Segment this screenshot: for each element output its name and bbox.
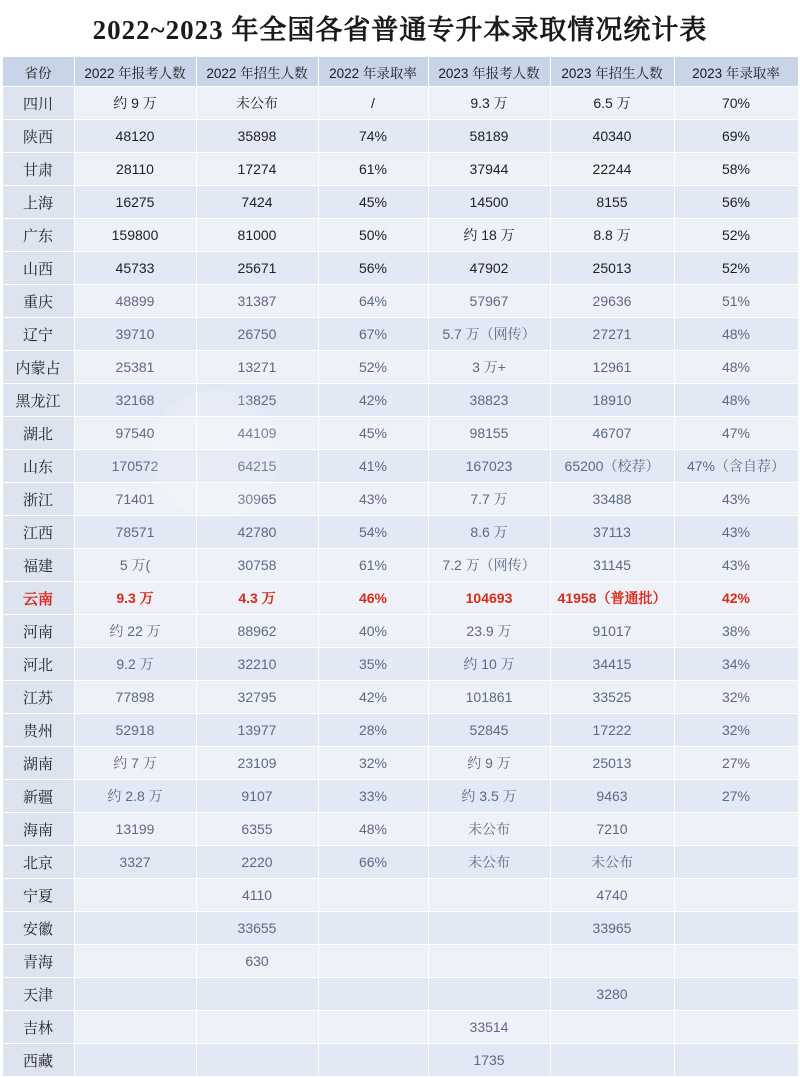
cell-value: 25013 — [550, 252, 674, 285]
cell-value: 13977 — [196, 714, 318, 747]
cell-value: 13199 — [74, 813, 196, 846]
cell-value: 91017 — [550, 615, 674, 648]
cell-province: 黑龙江 — [2, 384, 74, 417]
cell-value: 28% — [318, 714, 428, 747]
cell-value: 1735 — [428, 1044, 550, 1077]
table-row — [2, 582, 798, 615]
column-header-2022-applicants: 2022 年报考人数 — [74, 57, 196, 87]
cell-value: 45733 — [74, 252, 196, 285]
cell-value: 48% — [674, 351, 798, 384]
cell-value: 42780 — [196, 516, 318, 549]
cell-value: 约 9 万 — [74, 87, 196, 120]
cell-value: 41958（普通批） — [550, 582, 674, 615]
cell-value: 104693 — [428, 582, 550, 615]
cell-value: 7424 — [196, 186, 318, 219]
cell-province: 辽宁 — [2, 318, 74, 351]
cell-value: 52% — [674, 219, 798, 252]
cell-value: 16275 — [74, 186, 196, 219]
table-row — [2, 318, 798, 351]
cell-province: 新疆 — [2, 780, 74, 813]
cell-value: 3 万+ — [428, 351, 550, 384]
cell-value: 33525 — [550, 681, 674, 714]
cell-value: 48% — [674, 318, 798, 351]
cell-province: 甘肃 — [2, 153, 74, 186]
table-row — [2, 87, 798, 120]
cell-value: 45% — [318, 186, 428, 219]
cell-value: 33488 — [550, 483, 674, 516]
table-row — [2, 780, 798, 813]
cell-value: 32168 — [74, 384, 196, 417]
cell-value: 35% — [318, 648, 428, 681]
cell-value: 7210 — [550, 813, 674, 846]
cell-value: 未公布 — [550, 846, 674, 879]
cell-province: 上海 — [2, 186, 74, 219]
cell-province: 西藏 — [2, 1044, 74, 1077]
cell-value: 未公布 — [428, 846, 550, 879]
cell-value: 13271 — [196, 351, 318, 384]
cell-value: 22244 — [550, 153, 674, 186]
cell-value: 13825 — [196, 384, 318, 417]
cell-value: 30758 — [196, 549, 318, 582]
cell-value — [74, 879, 196, 912]
cell-value: 约 10 万 — [428, 648, 550, 681]
cell-value: 33514 — [428, 1011, 550, 1044]
cell-value: 未公布 — [196, 87, 318, 120]
cell-value: 61% — [318, 153, 428, 186]
column-header-2023-applicants: 2023 年报考人数 — [428, 57, 550, 87]
cell-value: 约 22 万 — [74, 615, 196, 648]
cell-value: 32795 — [196, 681, 318, 714]
cell-value — [318, 879, 428, 912]
cell-value: 47902 — [428, 252, 550, 285]
cell-value — [550, 1011, 674, 1044]
cell-value: 43% — [318, 483, 428, 516]
cell-value: 42% — [674, 582, 798, 615]
cell-value: 9.3 万 — [428, 87, 550, 120]
column-header-province: 省份 — [2, 57, 74, 87]
cell-value: 33% — [318, 780, 428, 813]
column-header-2023-rate: 2023 年录取率 — [674, 57, 798, 87]
cell-value: 约 2.8 万 — [74, 780, 196, 813]
cell-value: 29636 — [550, 285, 674, 318]
column-header-2022-admissions: 2022 年招生人数 — [196, 57, 318, 87]
cell-value: 65200（校荐） — [550, 450, 674, 483]
cell-value — [428, 978, 550, 1011]
cell-value: 41% — [318, 450, 428, 483]
cell-value: 78571 — [74, 516, 196, 549]
column-header-2023-admissions: 2023 年招生人数 — [550, 57, 674, 87]
cell-value — [318, 912, 428, 945]
cell-value: 43% — [674, 483, 798, 516]
cell-province: 广东 — [2, 219, 74, 252]
cell-value: 43% — [674, 549, 798, 582]
table-row — [2, 285, 798, 318]
table-row — [2, 153, 798, 186]
table-row — [2, 978, 798, 1011]
cell-value — [674, 912, 798, 945]
cell-province: 江西 — [2, 516, 74, 549]
table-header — [2, 57, 798, 87]
cell-value: 未公布 — [428, 813, 550, 846]
cell-value: 7.2 万（网传） — [428, 549, 550, 582]
cell-province: 湖北 — [2, 417, 74, 450]
cell-value — [74, 912, 196, 945]
enrollment-table — [2, 56, 799, 1077]
cell-value: 98155 — [428, 417, 550, 450]
cell-value: 37944 — [428, 153, 550, 186]
cell-value: 38823 — [428, 384, 550, 417]
cell-province: 内蒙占 — [2, 351, 74, 384]
table-row — [2, 648, 798, 681]
cell-value: 5 万( — [74, 549, 196, 582]
cell-value: 32210 — [196, 648, 318, 681]
cell-value: 167023 — [428, 450, 550, 483]
page-title: 2022~2023 年全国各省普通专升本录取情况统计表 — [92, 15, 708, 45]
cell-value: 17222 — [550, 714, 674, 747]
cell-value: 66% — [318, 846, 428, 879]
cell-value — [428, 879, 550, 912]
table-row — [2, 615, 798, 648]
column-header-2022-rate: 2022 年录取率 — [318, 57, 428, 87]
cell-value: 97540 — [74, 417, 196, 450]
cell-value: 67% — [318, 318, 428, 351]
cell-value — [318, 945, 428, 978]
cell-province: 陕西 — [2, 120, 74, 153]
table-row — [2, 252, 798, 285]
cell-value: 26750 — [196, 318, 318, 351]
cell-value: 7.7 万 — [428, 483, 550, 516]
cell-value: 12961 — [550, 351, 674, 384]
cell-value — [674, 879, 798, 912]
cell-value — [674, 978, 798, 1011]
cell-value: 34% — [674, 648, 798, 681]
cell-value: 32% — [674, 681, 798, 714]
cell-province: 山东 — [2, 450, 74, 483]
cell-value: 43% — [674, 516, 798, 549]
cell-value: 4.3 万 — [196, 582, 318, 615]
cell-value: 9463 — [550, 780, 674, 813]
table-row — [2, 219, 798, 252]
cell-province: 贵州 — [2, 714, 74, 747]
cell-value: 170572 — [74, 450, 196, 483]
cell-value: 64215 — [196, 450, 318, 483]
cell-value: 17274 — [196, 153, 318, 186]
cell-value: 30965 — [196, 483, 318, 516]
cell-value: 9.3 万 — [74, 582, 196, 615]
cell-value: 52% — [674, 252, 798, 285]
table-row — [2, 681, 798, 714]
cell-value: 23.9 万 — [428, 615, 550, 648]
cell-value: 32% — [318, 747, 428, 780]
cell-value — [674, 1044, 798, 1077]
cell-value: / — [318, 87, 428, 120]
cell-value — [428, 912, 550, 945]
table-row — [2, 846, 798, 879]
cell-value: 约 18 万 — [428, 219, 550, 252]
cell-value: 9.2 万 — [74, 648, 196, 681]
cell-province: 云南 — [2, 582, 74, 615]
cell-value: 44109 — [196, 417, 318, 450]
cell-value: 81000 — [196, 219, 318, 252]
cell-province: 安徽 — [2, 912, 74, 945]
cell-value: 48120 — [74, 120, 196, 153]
cell-value: 4110 — [196, 879, 318, 912]
cell-value: 33965 — [550, 912, 674, 945]
cell-value: 25671 — [196, 252, 318, 285]
cell-value: 5.7 万（网传） — [428, 318, 550, 351]
cell-value: 3327 — [74, 846, 196, 879]
cell-province: 重庆 — [2, 285, 74, 318]
cell-value: 57967 — [428, 285, 550, 318]
cell-value: 4740 — [550, 879, 674, 912]
cell-value: 37113 — [550, 516, 674, 549]
cell-value: 31387 — [196, 285, 318, 318]
cell-value: 88962 — [196, 615, 318, 648]
cell-value: 27271 — [550, 318, 674, 351]
cell-value — [674, 945, 798, 978]
cell-value — [74, 978, 196, 1011]
cell-value: 47%（含自荐） — [674, 450, 798, 483]
cell-value — [674, 1011, 798, 1044]
cell-value: 56% — [318, 252, 428, 285]
cell-value: 630 — [196, 945, 318, 978]
table-row — [2, 186, 798, 219]
cell-value — [674, 813, 798, 846]
cell-value: 56% — [674, 186, 798, 219]
cell-value: 8155 — [550, 186, 674, 219]
cell-value: 101861 — [428, 681, 550, 714]
cell-province: 福建 — [2, 549, 74, 582]
cell-value: 38% — [674, 615, 798, 648]
cell-province: 青海 — [2, 945, 74, 978]
cell-value: 25013 — [550, 747, 674, 780]
cell-value — [196, 1044, 318, 1077]
cell-value — [196, 1011, 318, 1044]
table-body — [2, 87, 798, 1077]
cell-value: 48899 — [74, 285, 196, 318]
cell-value: 46% — [318, 582, 428, 615]
cell-value: 8.8 万 — [550, 219, 674, 252]
cell-value: 32% — [674, 714, 798, 747]
cell-value: 51% — [674, 285, 798, 318]
table-row — [2, 945, 798, 978]
cell-value: 64% — [318, 285, 428, 318]
table-row — [2, 747, 798, 780]
cell-value — [318, 1044, 428, 1077]
table-row — [2, 351, 798, 384]
cell-value: 39710 — [74, 318, 196, 351]
cell-value: 40% — [318, 615, 428, 648]
cell-value — [318, 978, 428, 1011]
cell-value: 42% — [318, 681, 428, 714]
cell-value — [550, 1044, 674, 1077]
cell-value: 约 3.5 万 — [428, 780, 550, 813]
cell-value: 27% — [674, 780, 798, 813]
cell-value — [428, 945, 550, 978]
cell-value: 46707 — [550, 417, 674, 450]
cell-value: 54% — [318, 516, 428, 549]
cell-value — [74, 1044, 196, 1077]
cell-value: 8.6 万 — [428, 516, 550, 549]
cell-province: 天津 — [2, 978, 74, 1011]
cell-value: 28110 — [74, 153, 196, 186]
table-row — [2, 516, 798, 549]
cell-value: 74% — [318, 120, 428, 153]
cell-value: 14500 — [428, 186, 550, 219]
cell-province: 河北 — [2, 648, 74, 681]
cell-value: 9107 — [196, 780, 318, 813]
cell-value: 40340 — [550, 120, 674, 153]
cell-value: 52918 — [74, 714, 196, 747]
cell-value: 23109 — [196, 747, 318, 780]
cell-value: 58% — [674, 153, 798, 186]
table-row — [2, 549, 798, 582]
table-row — [2, 714, 798, 747]
cell-value — [74, 945, 196, 978]
cell-province: 河南 — [2, 615, 74, 648]
cell-value: 42% — [318, 384, 428, 417]
table-row — [2, 912, 798, 945]
cell-value: 6355 — [196, 813, 318, 846]
cell-value: 52845 — [428, 714, 550, 747]
cell-province: 江苏 — [2, 681, 74, 714]
header-row — [2, 57, 798, 87]
cell-value: 71401 — [74, 483, 196, 516]
table-row — [2, 813, 798, 846]
table-row — [2, 384, 798, 417]
table-row — [2, 483, 798, 516]
cell-province: 四川 — [2, 87, 74, 120]
cell-value: 48% — [318, 813, 428, 846]
cell-value: 33655 — [196, 912, 318, 945]
table-row — [2, 1044, 798, 1077]
cell-value: 50% — [318, 219, 428, 252]
cell-value — [74, 1011, 196, 1044]
cell-value: 61% — [318, 549, 428, 582]
cell-province: 浙江 — [2, 483, 74, 516]
cell-value: 18910 — [550, 384, 674, 417]
cell-value: 69% — [674, 120, 798, 153]
cell-value: 70% — [674, 87, 798, 120]
cell-value: 45% — [318, 417, 428, 450]
cell-value: 27% — [674, 747, 798, 780]
cell-value: 48% — [674, 384, 798, 417]
cell-value — [318, 1011, 428, 1044]
cell-value: 52% — [318, 351, 428, 384]
cell-value: 47% — [674, 417, 798, 450]
cell-value: 58189 — [428, 120, 550, 153]
cell-value — [196, 978, 318, 1011]
cell-value: 约 7 万 — [74, 747, 196, 780]
table-row — [2, 450, 798, 483]
cell-value — [674, 846, 798, 879]
cell-province: 湖南 — [2, 747, 74, 780]
cell-value: 31145 — [550, 549, 674, 582]
cell-value: 77898 — [74, 681, 196, 714]
cell-province: 吉林 — [2, 1011, 74, 1044]
table-row — [2, 879, 798, 912]
cell-province: 北京 — [2, 846, 74, 879]
cell-province: 山西 — [2, 252, 74, 285]
cell-value: 25381 — [74, 351, 196, 384]
table-row — [2, 417, 798, 450]
cell-province: 宁夏 — [2, 879, 74, 912]
cell-value — [550, 945, 674, 978]
table-row — [2, 1011, 798, 1044]
cell-province: 海南 — [2, 813, 74, 846]
cell-value: 34415 — [550, 648, 674, 681]
table-row — [2, 120, 798, 153]
cell-value: 159800 — [74, 219, 196, 252]
cell-value: 约 9 万 — [428, 747, 550, 780]
cell-value: 2220 — [196, 846, 318, 879]
cell-value: 3280 — [550, 978, 674, 1011]
cell-value: 6.5 万 — [550, 87, 674, 120]
cell-value: 35898 — [196, 120, 318, 153]
